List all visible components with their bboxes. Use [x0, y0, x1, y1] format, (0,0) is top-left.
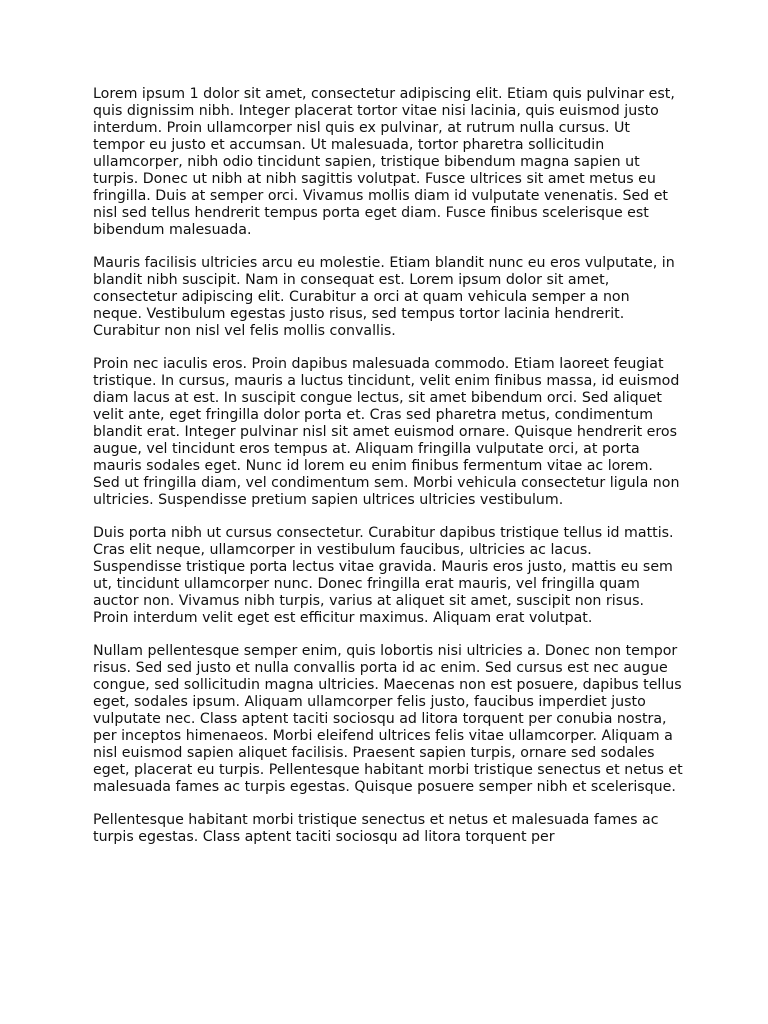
paragraph-4: Duis porta nibh ut cursus consectetur. Curabitur dapibus tristique tellus id mattis. Cras elit neque, ullamcorper in vestibulum faucibus, ultricies ac lacus. Suspendisse tristique porta lectus vitae gravida. Mauris eros justo, mattis eu sem ut, tincidunt ullamcorper nunc. Donec fringilla erat mauris, vel fringilla quam auctor non. Vivamus nibh turpis, varius at aliquet sit amet, suscipit non risus. Proin interdum velit eget est efficitur maximus. Aliquam erat volutpat.: [93, 525, 674, 626]
paragraph-6: Pellentesque habitant morbi tristique senectus et netus et malesuada fames ac turpis egestas. Class aptent taciti sociosqu ad litora torquent per: [93, 812, 659, 845]
paragraph-2: Mauris facilisis ultricies arcu eu molestie. Etiam blandit nunc eu eros vulputate, in blandit nibh suscipit. Nam in consequat est. Lorem ipsum dolor sit amet, consectetur adipiscing elit. Curabitur a orci at quam vehicula semper a non neque. Vestibulum egestas justo risus, sed tempus tortor lacinia hendrerit. Curabitur non nisl vel felis mollis convallis.: [93, 255, 675, 339]
paragraph-1: Lorem ipsum 1 dolor sit amet, consectetur adipiscing elit. Etiam quis pulvinar est, quis dignissim nibh. Integer placerat tortor vitae nisi lacinia, quis euismod justo interdum. Proin ullamcorper nisl quis ex pulvinar, at rutrum nulla cursus. Ut tempor eu justo et accumsan. Ut malesuada, tortor pharetra sollicitudin ullamcorper, nibh odio tincidunt sapien, tristique bibendum magna sapien ut turpis. Donec ut nibh at nibh sagittis volutpat. Fusce ultrices sit amet metus eu fringilla. Duis at semper orci. Vivamus mollis diam id vulputate venenatis. Sed et nisl sed tellus hendrerit tempus porta eget diam. Fusce finibus scelerisque est bibendum malesuada.: [93, 86, 675, 238]
document-body: [93, 86, 683, 862]
paragraph-5: Nullam pellentesque semper enim, quis lobortis nisi ultricies a. Donec non tempor risus. Sed sed justo et nulla convallis porta id ac enim. Sed cursus est nec augue congue, sed sollicitudin magna ultricies. Maecenas non est posuere, dapibus tellus eget, sodales ipsum. Aliquam ullamcorper felis justo, faucibus imperdiet justo vulputate nec. Class aptent taciti sociosqu ad litora torquent per conubia nostra, per inceptos himenaeos. Morbi eleifend ultrices felis vitae ullamcorper. Aliquam a nisl euismod sapien aliquet facilisis. Praesent sapien turpis, ornare sed sodales eget, placerat eu turpis. Pellentesque habitant morbi tristique senectus et netus et malesuada fames ac turpis egestas. Quisque posuere semper nibh et scelerisque.: [93, 643, 683, 795]
paragraph-3: Proin nec iaculis eros. Proin dapibus malesuada commodo. Etiam laoreet feugiat tristique. In cursus, mauris a luctus tincidunt, velit enim finibus massa, id euismod diam lacus at est. In suscipit congue lectus, sit amet bibendum orci. Sed aliquet velit ante, eget fringilla dolor porta et. Cras sed pharetra metus, condimentum blandit erat. Integer pulvinar nisl sit amet euismod ornare. Quisque hendrerit eros augue, vel tincidunt eros tempus at. Aliquam fringilla vulputate orci, at porta mauris sodales eget. Nunc id lorem eu enim finibus fermentum vitae ac lorem. Sed ut fringilla diam, vel condimentum sem. Morbi vehicula consectetur ligula non ultricies. Suspendisse pretium sapien ultrices ultricies vestibulum.: [93, 356, 680, 508]
